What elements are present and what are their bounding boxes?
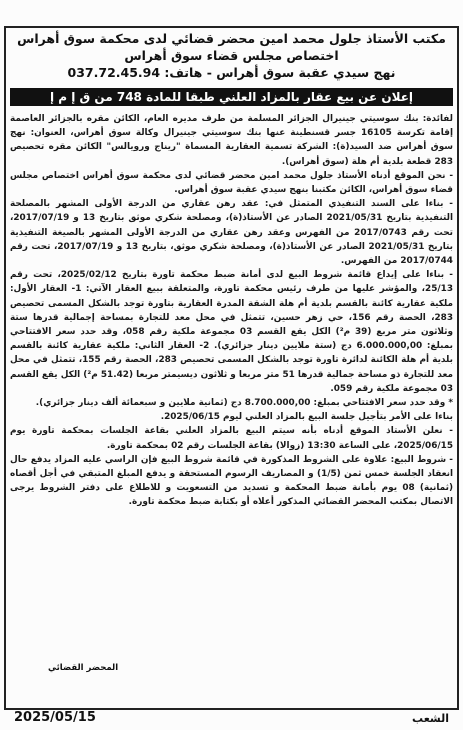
paragraph-postponement: بناءا على الأمر بتأجيل جلسة البيع بالمزاد العلني ليوم 2025/06/15. xyxy=(160,412,453,423)
notice-footer xyxy=(8,712,455,728)
paragraph-sale-conditions: - شروط البيع: علاوة على الشروط المذكورة في قائمة شروط البيع فإن الراسي عليه المزاد يدفع حال انعقاد الجلسة خمس ثمن (1/5) و المصاريف الرسوم المستحقة و يدفع المبلغ المتبقي في أجل أقصاه (ثمانية) 08 يوم بأمانة ضبط المحكمة و تسديد من التسعويت و للاطلاع على دفتر الشروط يرجى الاتصال بمكتب المحضر القضائي المذكور أعلاه أو بكتابة ضبط محكمة تاورة. xyxy=(10,454,454,508)
paragraph-enforcement-title: - بناءا على السند التنفيذي المتمثل في: عقد رهن عقاري من الدرجة الأولى المشهر بالمصلحة التنفيذية بتاريخ 2021/05/31 الصادر عن الأستاذ(ة)، ومصلحة شكري موثق بتاريخ 13 و 2017/07/19، تحت رقم 2017/0743 من الفهرس وعقد رهن عقاري من الدرجة الأولى المشهر بالصيغة التنفيذية بتاريخ 2021/05/31 الصادر عن الأستاذ(ة)، ومصلحة شكري موثق، بتاريخ 13 و 2017/07/19، تحت رقم 2017/0744 من الفهرس. xyxy=(10,199,453,267)
paragraph-property-list: - بناءا على إيداع قائمة شروط البيع لدى أمانة ضبط محكمة تاورة بتاريخ 2025/02/12، تحت رقم 25/13، والمؤشر عليها من طرف رئيس محكمة تاورة، والمتعلقة ببيع العقار الآتي: 1- العقار الأول: ملكية عقارية كائنة بالقسم بلدية أم هلة الشقة المدرة العقارية بتاورة توجد بالشكل المسمى تحصيص 283، الحصة رقم 156، حي زهر حسين، تتمثل في محل معد للتجارة بمساحة إجمالية قدرها ستة وثلاثون متر مربع (39 م²) الكل يقع القسم 03 مجموعة ملكية رقم 058، وقد حدد سعر الافتتاحي بمبلغ: 6.000.000,00 دج (ستة ملايين دينار جزائري). 2- العقار الثاني: ملكية عقارية كائنة بالقسم بلدية أم هلة الكائنة لدائرة تاورة توجد بالشكل المسمى تحصيص 283، الحصة رقم 155، تتمثل في محل معد للتجارة ذو مساحة جمالية قدرها 51 متر مربعا و ثلاثون ديسيمتر مربعا (51.42 م²) الكل يقع القسم 03 مجموعة ملكية رقم 059. xyxy=(10,270,454,394)
paragraph-auction-date: - نعلن الأستاذ الموقع أدناه بأنه سيتم البيع بالمزاد العلني بقاعة الجلسات بمحكمة تاورة يوم 2025/06/15، على الساعة 13:30 (زوالا) بقاعة الجلسات رقم 02 بمحكمة تاورة. xyxy=(10,426,453,451)
paragraph-bailiff: - نحن الموقع أدناه الأستاذ جلول محمد امين محضر قضائي لدى محكمة سوق أهراس اختصاص مجلس قضاء سوق أهراس، الكائن مكتبنا بنهج سيدي عقبة سوق أهراس. xyxy=(10,170,453,196)
paragraph-opening-price: * وقد حدد سعر الافتتاحي بمبلغ: 8.700.000,00 دج (ثمانية ملايين و سبعمائة ألف دينار جزائري). xyxy=(35,398,453,409)
jurisdiction-line: اختصاص مجلس قضاء سوق أهراس xyxy=(124,48,339,63)
address-phone-line: نهج سيدي عقبة سوق أهراس - هاتف: 037.72.45.94 xyxy=(67,65,396,80)
office-title: مكتب الأستاذ جلول محمد امين محضر قضائي لدى محكمة سوق أهراس xyxy=(17,31,446,46)
paragraph-parties: لفائدة: بنك سوسيتي جينيرال الجزائر المسلمة من طرف مديره العام، الكائن مقره بالجزائر العاصمة إقامة تكرسة 16105 جسر قسنطينة عنها بنك سوسيتي جينيرال وكالة سوق أهراس، العنوان: نهج سوق أهراس ضد السيد(ة): الشركة تسمية العقارية المسماة "ريناج ورويالس" الكائن مقره تحصيص 283 قطعة بلدية أم هلة (سوق أهراس). xyxy=(10,114,453,167)
publication-date: 2025/05/15 xyxy=(14,710,96,725)
auction-banner: إعلان عن بيع عقار بالمزاد العلني طبقا للمادة 748 من ق إ م إ xyxy=(10,88,453,106)
notice-header xyxy=(8,30,455,81)
notice-body xyxy=(10,112,453,510)
bailiff-signature: المحضر القضائي xyxy=(48,663,119,673)
publication-name: الشعب xyxy=(412,712,449,725)
